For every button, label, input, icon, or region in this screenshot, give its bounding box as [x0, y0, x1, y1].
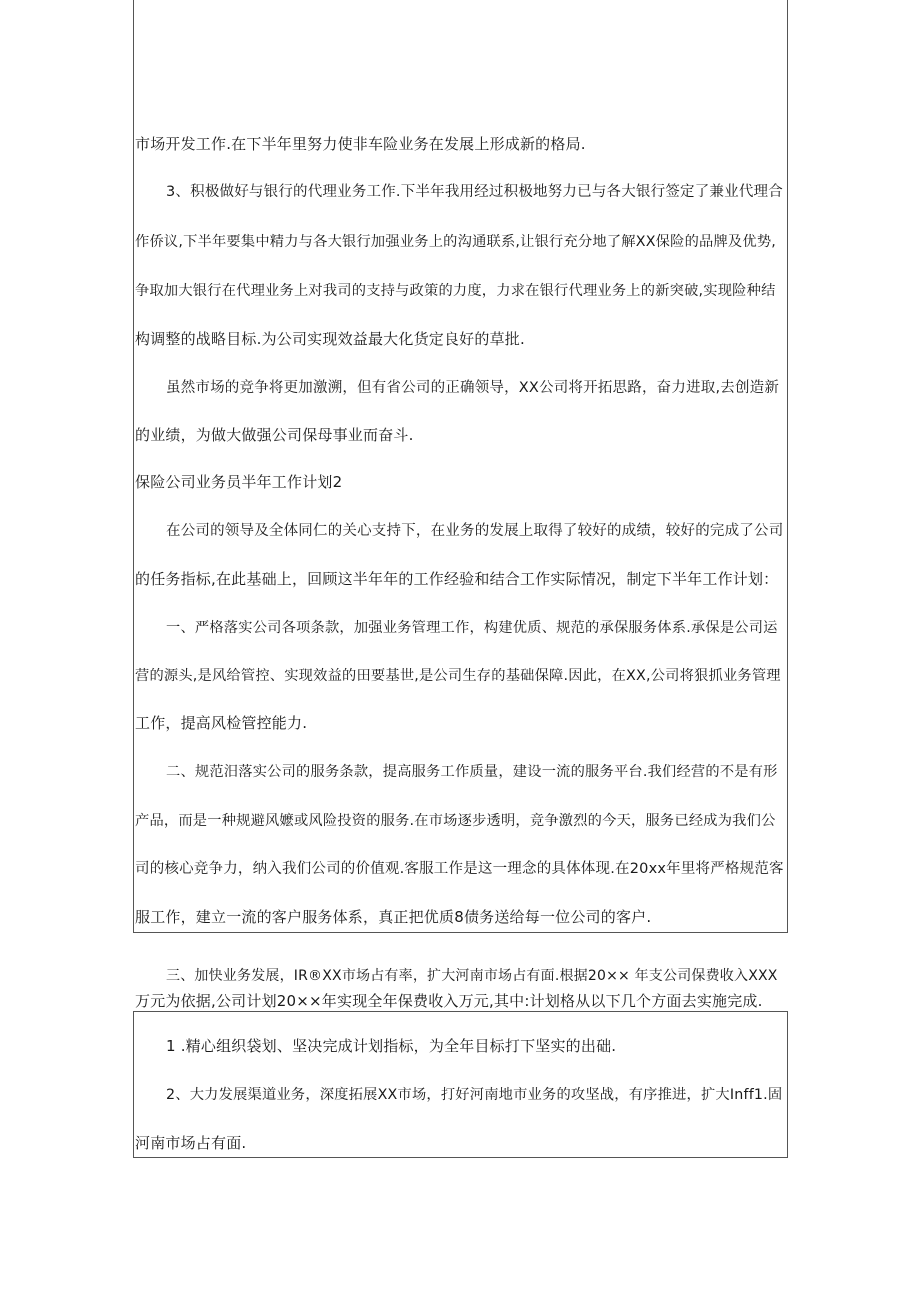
text-line: 服工作，建立一流的客户服务体系，真正把优质8债务送给每一位公司的客户.	[135, 908, 652, 926]
text-line: 二、规范汨落实公司的服务条款，提高服务工作质量，建设一流的服务平台.我们经营的不是有形	[166, 764, 778, 780]
text-line: 1 .精心组织袋划、坚决完成计划指标，为全年目标打下坚实的出础.	[166, 1037, 617, 1055]
text-line: 市场开发工作.在下半年里努力使非车险业务在发展上形成新的格局.	[135, 135, 586, 153]
text-line: 一、严格落实公司各项条款，加强业务管理工作，构建优质、规范的承保服务体系.承保是公司运	[166, 620, 778, 636]
text-line: 河南市场占有面.	[135, 1134, 247, 1152]
text-line: 构调整的战略目标.为公司实现效益最大化货定良好的草批.	[135, 330, 525, 348]
text-line: 工作，提高风检管控能力.	[135, 714, 308, 732]
text-line: 三、加快业务发展，IR®XX市场占有率，扩大河南市场占有面.根据20×× 年支公司保费收入XXX	[166, 968, 778, 984]
text-line: 万元为依据,公司计划20××年实现全年保费收入万元,其中:计划格从以下几个方面去实施完成.	[135, 992, 763, 1010]
text-line: 营的源头,是风给管控、实现效益的田要基世,是公司生存的基础保障.因此，在XX,公司将狠抓业务管理	[135, 668, 781, 684]
section-title: 保险公司业务员半年工作计划2	[135, 473, 343, 491]
text-line: 作侨议,下半年要集中精力与各大银行加强业务上的沟通联系,让银行充分地了解XX保险的品牌及优势,	[135, 234, 777, 250]
text-line: 虽然市场的竞争将更加激溯，但有省公司的正确领导，XX公司将开拓思路，奋力进取,去创造新	[166, 380, 780, 396]
text-line: 司的核心竞争力，纳入我们公司的价值观.客服工作是这一理念的具体体现.在20xx年里将严格规范客	[135, 861, 784, 877]
text-line: 的业绩，为做大做强公司保母事业而奋斗.	[135, 426, 414, 444]
text-line: 产品，而是一种规避风嬷或风险投资的服务.在市场逐步透明，竞争激烈的今天，服务已经成为我们公	[135, 813, 776, 829]
text-line: 争取加大银行在代理业务上对我司的支持与政策的力度，力求在银行代理业务上的新突破,实现险种结	[135, 283, 776, 299]
text-line: 在公司的领导及全体同仁的关心支持下，在业务的发展上取得了较好的成绩，较好的完成了公司	[166, 523, 784, 539]
text-line: 的任务指标,在此基础上，回顾这半年年的工作经验和结合工作实际情况，制定下半年工作计划：	[135, 570, 779, 588]
text-line: 3、积极做好与银行的代理业务工作.下半年我用经过积极地努力已与各大银行签定了兼业代理合	[166, 184, 783, 200]
text-line: 2、大力发展渠道业务，深度拓展XX市场，打好河南地市业务的攻坚战，有序推进，扩大Inff1.固	[166, 1087, 783, 1103]
